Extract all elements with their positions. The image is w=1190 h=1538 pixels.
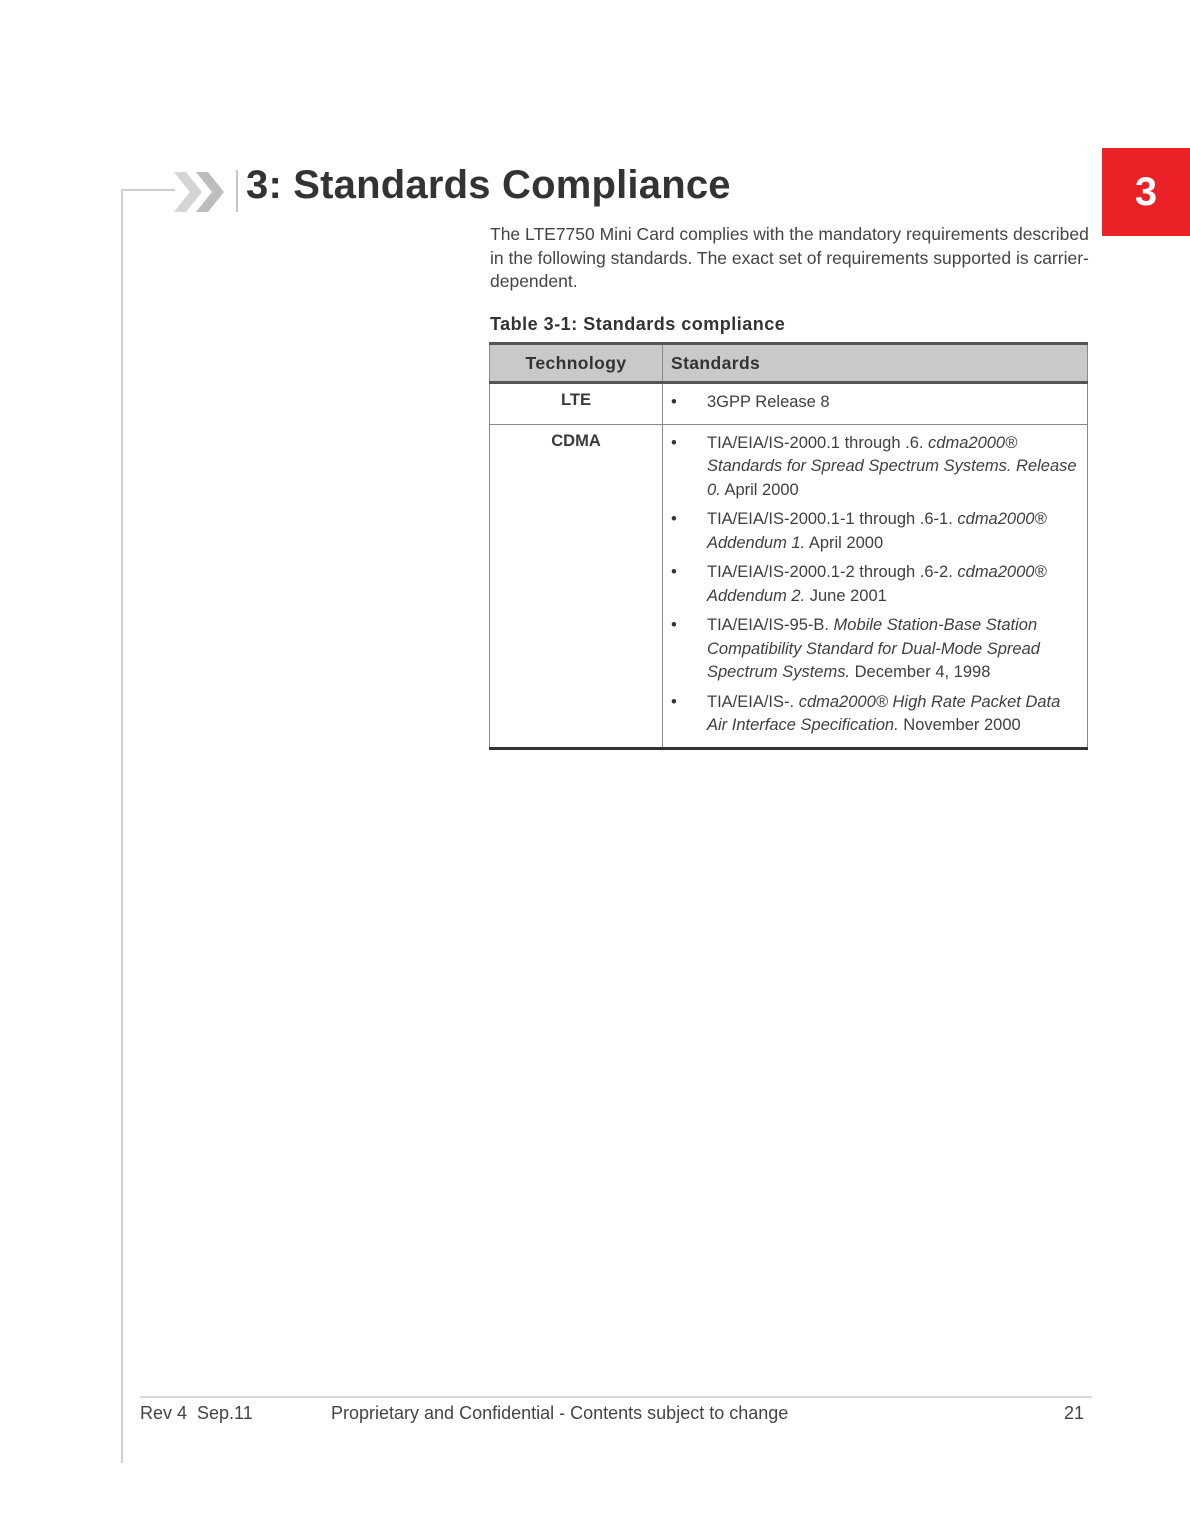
technology-cell: CDMA	[490, 424, 663, 748]
standard-title: Mobile Station-Base Station Compatibility Standard for Dual-Mode Spread Spectrum Systems.	[707, 616, 1040, 681]
standard-title: cdma2000® Standards for Spread Spectrum Systems. Release 0.	[707, 433, 1077, 499]
footer-confidential: Proprietary and Confidential - Contents subject to change	[331, 1403, 789, 1423]
header-standards: Standards	[663, 344, 1088, 383]
standard-date: December 4, 1998	[850, 663, 991, 681]
list-item	[664, 432, 1078, 503]
standard-text: 3GPP Release 8	[707, 393, 830, 411]
table-header-row	[490, 344, 1088, 383]
list-item	[664, 508, 1078, 555]
chapter-tab	[1102, 148, 1190, 236]
intro-paragraph: The LTE7750 Mini Card complies with the mandatory requirements described in the following standards. The exact set of requirements supported is carrier-dependent.	[490, 224, 1089, 291]
footer-rule	[140, 1396, 1092, 1398]
header-technology: Technology	[490, 344, 663, 383]
standards-list	[664, 426, 1086, 746]
standards-cell	[663, 383, 1088, 425]
chapter-title: 3: Standards Compliance	[246, 163, 731, 207]
standard-text: TIA/EIA/IS-2000.1 through .6.	[707, 433, 929, 452]
standard-date: April 2000	[805, 533, 884, 552]
standards-cell	[663, 424, 1088, 748]
title-divider	[236, 170, 238, 212]
page-frame-horizontal-line	[121, 189, 175, 191]
double-chevron-icon	[172, 168, 232, 216]
list-item	[664, 391, 1078, 415]
page-frame-vertical-line	[121, 189, 123, 1463]
standard-date: June 2001	[805, 586, 887, 605]
footer-revision: Rev 4 Sep.11	[140, 1403, 253, 1423]
standards-list	[664, 385, 1086, 423]
standard-date: November 2000	[898, 716, 1021, 734]
table-row	[490, 424, 1088, 748]
standard-date: April 2000	[720, 480, 799, 499]
standard-text: TIA/EIA/IS-95-B.	[707, 616, 834, 634]
standard-title: cdma2000® High Rate Packet Data Air Interface Specification.	[707, 692, 1061, 734]
list-item	[664, 691, 1078, 738]
footer-page-number: 21	[1064, 1403, 1085, 1423]
table-caption: Table 3-1: Standards compliance	[490, 314, 786, 334]
standard-text: TIA/EIA/IS-2000.1-1 through .6-1.	[707, 510, 958, 528]
standard-title: cdma2000® Addendum 1.	[707, 510, 1047, 552]
standard-text: TIA/EIA/IS-.	[707, 692, 799, 711]
technology-cell: LTE	[490, 383, 663, 425]
list-item	[664, 614, 1078, 685]
list-item	[664, 561, 1078, 608]
chapter-tab-number: 3	[1134, 169, 1158, 214]
standard-text: TIA/EIA/IS-2000.1-2 through .6-2.	[707, 563, 958, 581]
standards-table	[489, 342, 1088, 750]
table-row	[490, 383, 1088, 425]
standard-title: cdma2000® Addendum 2.	[707, 563, 1047, 605]
